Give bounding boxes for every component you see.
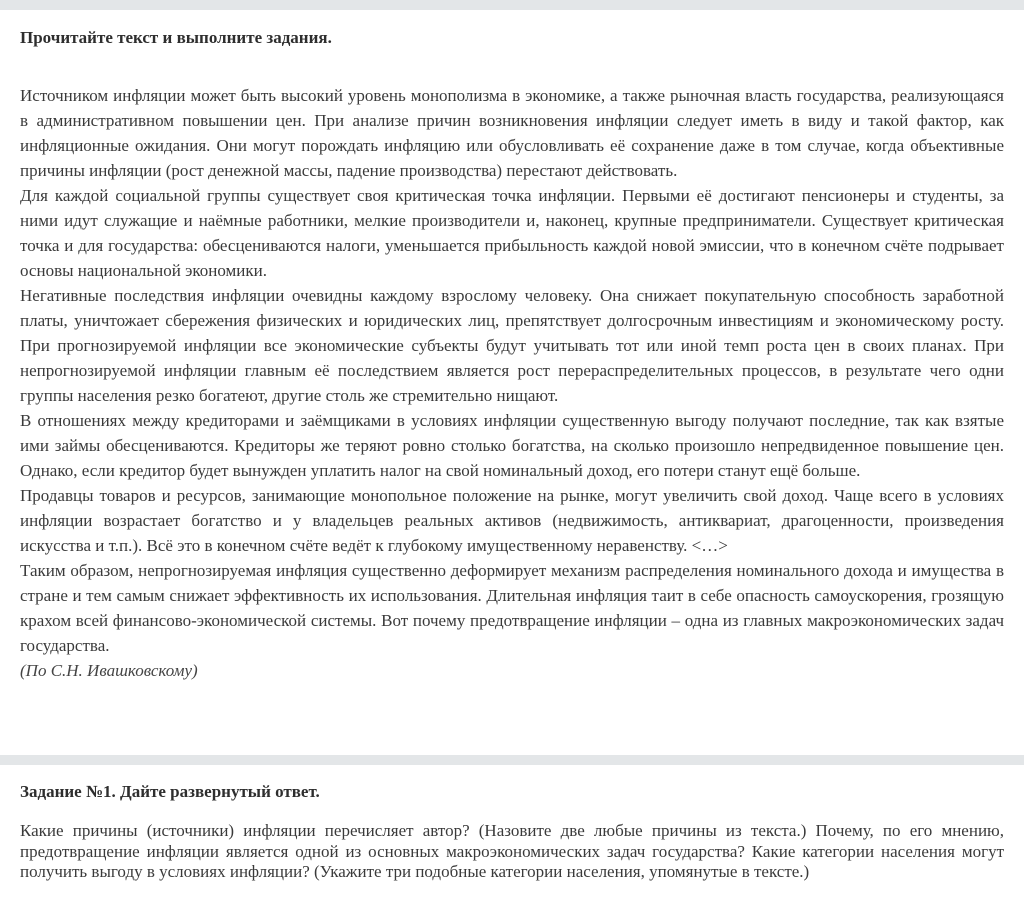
paragraph: Продавцы товаров и ресурсов, занимающие монопольное положение на рынке, могут увеличить свой доход. Чаще всего в условиях инфляции возрастает богатство и у владельцев реальных активов (недвижимость, антиквариат, драгоценности, произведения искусства и т.п.). Всё это в конечном счёте ведёт к глубокому имущественному неравенству. <…> [20,486,1004,555]
section-divider [0,755,1024,765]
task-panel [0,765,1024,916]
paragraph: Источником инфляции может быть высокий уровень монополизма в экономике, а также рыночная власть государства, реализующаяся в административном повышении цен. При анализе причин возникновения инфляции следует иметь в виду и такой фактор, как инфляционные ожидания. Они могут порождать инфляцию или обусловливать её сохранение даже в том случае, когда объективные причины инфляции (рост денежной массы, падение производства) перестают действовать. [20,86,1004,180]
reading-panel [0,10,1024,755]
paragraph: Для каждой социальной группы существует своя критическая точка инфляции. Первыми её достигают пенсионеры и студенты, за ними идут служащие и наёмные работники, мелкие производители и, наконец, крупные предприниматели. Существует критическая точка и для государства: обесцениваются налоги, уменьшается прибыльность каждой новой эмиссии, что в конечном счёте подрывает основы национальной экономики. [20,186,1004,280]
source-attribution: (По С.Н. Ивашковскому) [20,661,198,680]
task-heading: Задание №1. Дайте развернутый ответ. [20,782,320,801]
reading-heading: Прочитайте текст и выполните задания. [20,28,332,47]
task-text: Какие причины (источники) инфляции перечисляет автор? (Назовите две любые причины из текста.) Почему, по его мнению, предотвращение инфляции является одной из основных макроэкономических задач государства? Какие категории населения могут получить выгоду в условиях инфляции? (Укажите три подобные категории населения, упомянутые в тексте.) [20,821,1004,881]
reading-text [20,83,1004,683]
top-divider [0,0,1024,10]
paragraph: Таким образом, непрогнозируемая инфляция существенно деформирует механизм распределения номинального дохода и имущества в стране и тем самым снижает эффективность их использования. Длительная инфляция таит в себе опасность самоускорения, грозящую крахом всей финансово-экономической системы. Вот почему предотвращение инфляции – одна из главных макроэкономических задач государства. [20,561,1004,655]
paragraph: Негативные последствия инфляции очевидны каждому взрослому человеку. Она снижает покупательную способность заработной платы, уничтожает сбережения физических и юридических лиц, препятствует долгосрочным инвестициям и экономическому росту. При прогнозируемой инфляции все экономические субъекты будут учитывать тот или иной темп роста цен в своих планах. При непрогнозируемой инфляции главным её последствием является рост перераспределительных процессов, в результате чего одни группы населения резко богатеют, другие столь же стремительно нищают. [20,286,1004,405]
paragraph: В отношениях между кредиторами и заёмщиками в условиях инфляции существенную выгоду получают последние, так как взятые ими займы обесцениваются. Кредиторы же теряют ровно столько богатства, на сколько произошло непредвиденное повышение цен. Однако, если кредитор будет вынужден уплатить налог на свой номинальный доход, его потери станут ещё больше. [20,411,1004,480]
